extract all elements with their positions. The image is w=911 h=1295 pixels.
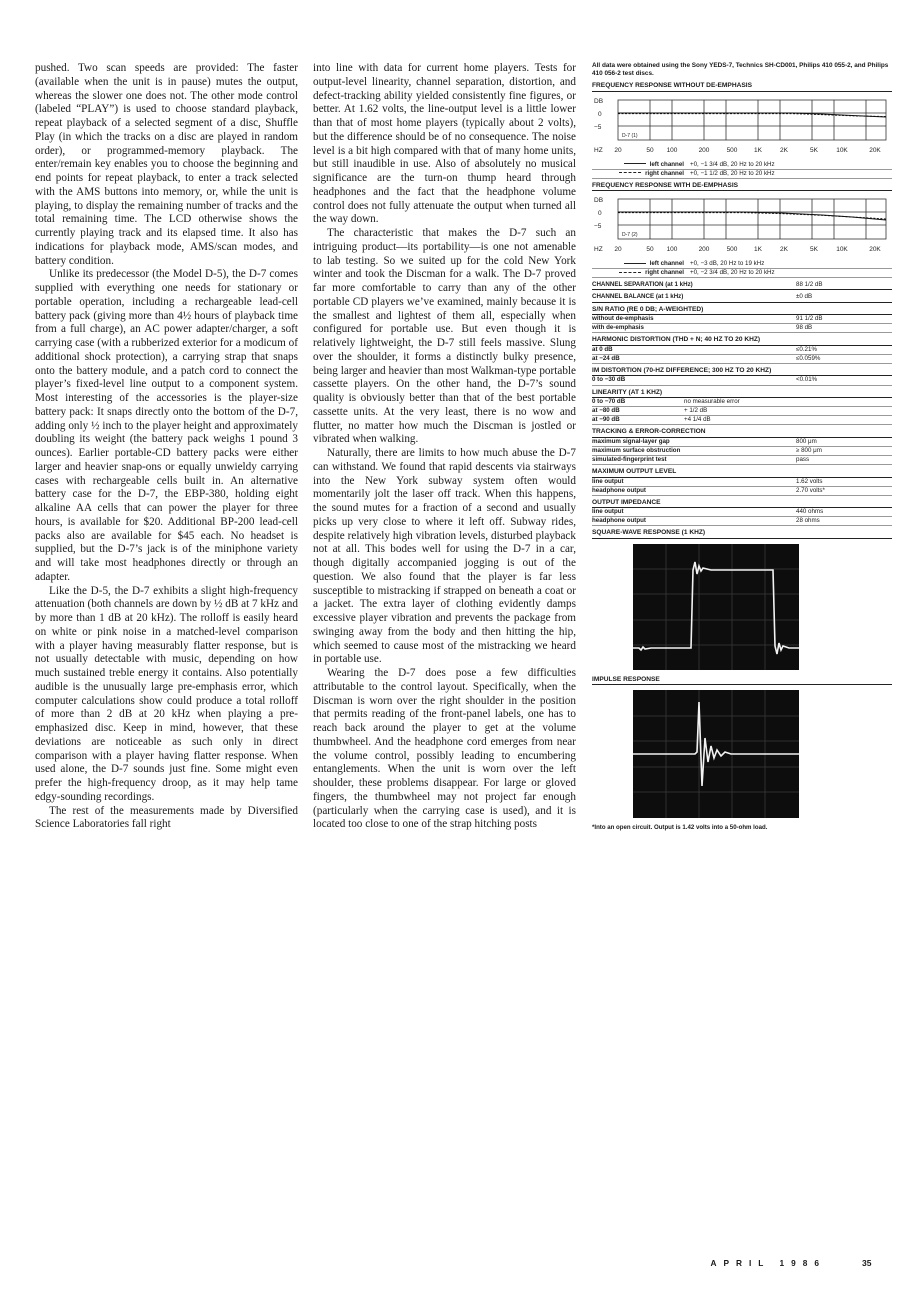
spec-row <box>592 508 892 517</box>
legend-value: +0, −1 1/2 dB, 20 Hz to 20 kHz <box>690 169 775 177</box>
frequency-response-graph-1 <box>592 94 892 160</box>
legend-row <box>592 260 892 269</box>
spec-value: <0.01% <box>796 376 818 384</box>
solid-line-swatch <box>624 263 646 264</box>
hz-axis-label: HZ <box>594 146 603 154</box>
tick-label: 20 <box>614 246 622 254</box>
spec-label: with de-emphasis <box>592 324 644 332</box>
db-axis-label: DB <box>594 197 604 205</box>
tick-label: 20K <box>869 146 881 154</box>
paragraph: The rest of the measurements made by Diversified Science Laboratories fall right <box>35 804 298 831</box>
tick-label: 10K <box>836 146 848 154</box>
spec-row <box>592 487 892 496</box>
zero-db-label: 0 <box>598 210 602 218</box>
spec-value: no measurable error <box>684 398 740 406</box>
square-wave-oscilloscope <box>633 544 799 670</box>
spec-row <box>592 478 892 487</box>
tick-label: 1K <box>754 146 762 154</box>
harmonic-distortion-title: HARMONIC DISTORTION (THD + N; 40 HZ TO 20 KHZ) <box>592 336 892 346</box>
spec-value: 1.62 volts <box>796 477 823 485</box>
paragraph: Unlike its predecessor (the Model D-5), the D-7 comes supplied with everything one needs for stationary or portable operation, including a rechargeable lead-cell battery pack (giving more than 4½ hours of playback time from a full charge), an AC power adapter/charger, a soft carrying case (with a rubberized exterior for a modicum of additional shock protection), a carrying strap that snaps onto the battery module, and a patch cord to connect the player’s fixed-level line output to a component system. Most interesting of the accessories is the player-size battery pack: It snaps directly onto the bottom of the D-7, adding only ½ inch to the player height and approximately doubling its weight (the battery pack weighs 1 pound 3 ounces). Earlier portable-CD battery packs were either larger and heavier snap-ons or equally unwieldy carrying cases with rechargeable cells built in. An alternative battery case for the D-7, the EBP-380, holding eight alkaline AA cells that can power the player for three hours, is available for $20. Additional BP-200 lead-cell packs also are available for $45 each. No headset is supplied, but the D-7’s jack is of the miniphone variety and will take most headphones directly or through an adapter. <box>35 268 298 583</box>
tick-label: 1K <box>754 246 762 254</box>
spec-value: ±0 dB <box>796 293 813 301</box>
paragraph: into line with data for current home players. Tests for output-level linearity, channel separation, distortion, and defect-tracking ability yielded consistently fine figures, or better. At 1.62 volts, the line-output level is a little lower than that of most home players (typically about 2 volts), but the difference should be of no consequence. The noise level is a bit high compared with that of many home units, but still inaudible in use. Also of absolutely no musical significance are the turn-on thump heard through headphones and the fact that the headphone volume control does not fully attenuate the output when turned all the way down. <box>313 62 576 226</box>
solid-line-swatch <box>624 163 646 164</box>
hz-axis-label: HZ <box>594 246 603 254</box>
tick-label: 500 <box>726 146 738 154</box>
tick-label: 2K <box>780 146 788 154</box>
spec-label: 0 to −70 dB <box>592 398 626 406</box>
spec-row <box>592 376 892 385</box>
spec-value: ≤0.059% <box>796 354 821 362</box>
spec-label: at −90 dB <box>592 416 620 424</box>
legend-value: +0, −3 dB, 20 Hz to 19 kHz <box>690 260 765 268</box>
paragraph: Like the D-5, the D-7 exhibits a slight high-frequency attenuation (both channels are down by ½ dB at 7 kHz and by more than 1 dB at 20 kHz). The rolloff is easily heard on white or pink noise in a matched-level comparison with a player having measurably flatter response, but is not usually detectable with music, depending on how much sustained treble energy it contains. Also potentially audible is the unusually large pre-emphasis error, which computer calculations show could produce a total rolloff of more than 2 dB at 20 kHz when playing a pre-emphasized disc. Keep in mind, however, that these deviations are noticeable as such only in direct comparison with a player having flatter response. When used alone, the D-7 sounds just fine. Some might even prefer the high-frequency droop, as it may help tame edgy-sounding recordings. <box>35 584 298 803</box>
legend-label: right channel <box>645 269 684 277</box>
spec-label: line output <box>592 508 624 516</box>
spec-label: maximum surface obstruction <box>592 446 681 454</box>
spec-label: line output <box>592 477 624 485</box>
minus-five-db-label: −5 <box>594 123 602 131</box>
spec-row <box>592 438 892 447</box>
legend-label: right channel <box>645 169 684 177</box>
spec-label: at −80 dB <box>592 407 620 415</box>
spec-row <box>592 416 892 425</box>
paragraph: pushed. Two scan speeds are provided: The faster (available when the unit is in pause) mutes the output, whereas the slower one does not. The other mode control (labeled “PLAY”) is used to choose standard playback, repeat playback of a selected segment of a disc, Shuffle Play (in which the tracks on a disc are played in random order), or programmed-memory playback. The enter/remain key enables you to choose the beginning and end points for repeat playback, to enter a track selected with the AMS buttons into memory, or, while the unit is playing, to display the remaining number of tracks and the total remaining time. The LCD otherwise shows the currently playing track and its elapsed time. It also has indications for playback mode, AMS/scan modes, and battery condition. <box>35 62 298 267</box>
tick-label: 50 <box>646 246 654 254</box>
legend-label: left channel <box>649 260 684 268</box>
legend-label: left channel <box>649 160 684 168</box>
legend-value: +0, −2 3/4 dB, 20 Hz to 20 kHz <box>690 269 775 277</box>
spec-value: 800 μm <box>796 437 817 445</box>
spec-row <box>592 456 892 465</box>
channel-balance-row <box>592 293 892 302</box>
spec-value: 91 1/2 dB <box>796 315 823 323</box>
im-distortion-title: IM DISTORTION (70-HZ DIFFERENCE; 300 HZ TO 20 KHZ) <box>592 367 892 377</box>
article-column-1 <box>35 62 298 832</box>
spec-row <box>592 324 892 333</box>
tick-label: 5K <box>810 246 818 254</box>
spec-value: 2.70 volts* <box>796 486 825 494</box>
page-number: 35 <box>862 1258 872 1268</box>
graph-tag: D-7 (1) <box>622 132 638 139</box>
impulse-response-title: IMPULSE RESPONSE <box>592 676 892 686</box>
spec-value: +4 1/4 dB <box>684 416 711 424</box>
dashed-line-swatch <box>619 172 641 173</box>
spec-label: maximum signal-layer gap <box>592 437 670 445</box>
spec-value: 440 ohms <box>796 508 824 516</box>
spec-label: 0 to −30 dB <box>592 376 626 384</box>
tick-label: 100 <box>666 146 678 154</box>
frequency-response-2-title: FREQUENCY RESPONSE WITH DE-EMPHASIS <box>592 182 892 192</box>
spec-label: headphone output <box>592 517 646 525</box>
footnote: *Into an open circuit. Output is 1.42 volts into a 50-ohm load. <box>592 824 768 832</box>
sn-ratio-title: S/N RATIO (RE 0 DB; A-WEIGHTED) <box>592 306 892 316</box>
right-channel-curve <box>618 213 886 219</box>
spec-label: at 0 dB <box>592 345 613 353</box>
spec-label: without de-emphasis <box>592 315 654 323</box>
article-column-2 <box>313 62 576 832</box>
tick-label: 20 <box>614 146 622 154</box>
spec-row <box>592 447 892 456</box>
spec-label: simulated-fingerprint test <box>592 456 667 463</box>
tick-label: 2K <box>780 246 788 254</box>
spec-label: at −24 dB <box>592 354 620 362</box>
test-report-sidebar <box>592 62 892 832</box>
zero-db-label: 0 <box>598 110 602 118</box>
spec-value: + 1/2 dB <box>684 407 708 415</box>
spec-value: 88 1/2 dB <box>796 281 823 289</box>
spec-row <box>592 355 892 364</box>
tick-label: 200 <box>698 146 710 154</box>
spec-label: CHANNEL SEPARATION (at 1 kHz) <box>592 281 693 289</box>
tracking-title: TRACKING & ERROR-CORRECTION <box>592 428 892 438</box>
legend-row <box>592 170 892 179</box>
folio-date: APRIL 1986 <box>710 1258 826 1268</box>
spec-value: ≥ 800 μm <box>796 446 822 454</box>
tick-label: 100 <box>666 246 678 254</box>
impulse-response-oscilloscope <box>633 690 799 818</box>
output-impedance-title: OUTPUT IMPEDANCE <box>592 499 892 509</box>
paragraph: Naturally, there are limits to how much abuse the D-7 can withstand. We found that rapid descents via stairways into the New York subway system often would momentarily jolt the laser off track. When this happens, the sound mutes for a fraction of a second and usually picks up very close to where it left off. Subway rides, despite relatively high vibration levels, disturbed playback not at all. This bodes well for using the D-7 in a car, though digitally accompanied jogging is out of the question. We also found that the player is far less susceptible to mistracking if strapped on beneath a coat or a jacket. The extra layer of clothing evidently damps excessive player vibration and prevents the package from swinging away from the body and then hitting the hip, which seemed to cause most of the mistracking we heard in portable use. <box>313 447 576 666</box>
test-disc-note: All data were obtained using the Sony YEDS-7, Technics SH-CD001, Philips 410 055-2, and Philips 410 056-2 test discs. <box>592 62 889 77</box>
legend-row <box>592 269 892 278</box>
spec-row <box>592 398 892 407</box>
max-output-title: MAXIMUM OUTPUT LEVEL <box>592 468 892 478</box>
spec-row <box>592 407 892 416</box>
spec-label: CHANNEL BALANCE (at 1 kHz) <box>592 293 684 301</box>
spec-value: pass <box>796 456 810 463</box>
spec-value: 28 ohms <box>796 517 820 525</box>
frequency-response-1-title: FREQUENCY RESPONSE WITHOUT DE-EMPHASIS <box>592 82 892 92</box>
legend-row <box>592 161 892 170</box>
spec-row <box>592 517 892 526</box>
frequency-response-1-legend <box>592 161 892 179</box>
tick-label: 20K <box>869 246 881 254</box>
tick-label: 5K <box>810 146 818 154</box>
frequency-response-2-legend <box>592 260 892 278</box>
minus-five-db-label: −5 <box>594 223 602 231</box>
right-channel-curve <box>618 113 886 116</box>
channel-separation-row <box>592 281 892 290</box>
legend-value: +0, −1 3/4 dB, 20 Hz to 20 kHz <box>690 160 775 168</box>
paragraph: The characteristic that makes the D-7 such an intriguing product—its portability—is one not amenable to lab testing. So we suited up for the cold New York winter and took the Discman for a walk. The D-7 proved far more comfortable to carry than any of the other portable CD players we’ve examined, mainly because it is the smallest and lightest of them all, especially when configured for portable use. But even though it is relatively lightweight, the D-7 still feels massive. Slung over the shoulder, it forms a distinctly bulky presence, being larger and heavier than most Walkman-type portable cassette players. On the other hand, the D-7’s sound quality is obviously better than that of the best portable cassette units. At the very least, there is no wow and flutter, no matter how much the Discman is jostled or vibrated when walking. <box>313 227 576 446</box>
spec-label: headphone output <box>592 486 646 494</box>
graph-tag: D-7 (2) <box>622 232 638 239</box>
spec-row <box>592 315 892 324</box>
tick-label: 200 <box>698 246 710 254</box>
dashed-line-swatch <box>619 272 641 273</box>
paragraph: Wearing the D-7 does pose a few difficulties attributable to the control layout. Specifically, when the Discman is worn over the right shoulder in the position that permits reading of the front-panel labels, one has to reach back around the player to get at the volume thumbwheel. And the headphone cord emerges from near the volume control, possibly leading to encumbering entanglements. When the unit is worn over the left shoulder, these problems disappear. For large or gloved fingers, the thumbwheel may not project far enough (particularly when the carrying case is used), and it is located too close to one of the strap hitching posts <box>313 667 576 831</box>
square-wave-title: SQUARE-WAVE RESPONSE (1 KHZ) <box>592 529 892 539</box>
spec-value: ≤0.21% <box>796 345 817 353</box>
db-axis-label: DB <box>594 97 604 105</box>
frequency-response-graph-2 <box>592 193 892 259</box>
spec-row <box>592 346 892 355</box>
tick-label: 50 <box>646 146 654 154</box>
tick-label: 500 <box>726 246 738 254</box>
spec-value: 98 dB <box>796 324 813 332</box>
linearity-title: LINEARITY (AT 1 KHZ) <box>592 389 892 399</box>
tick-label: 10K <box>836 246 848 254</box>
